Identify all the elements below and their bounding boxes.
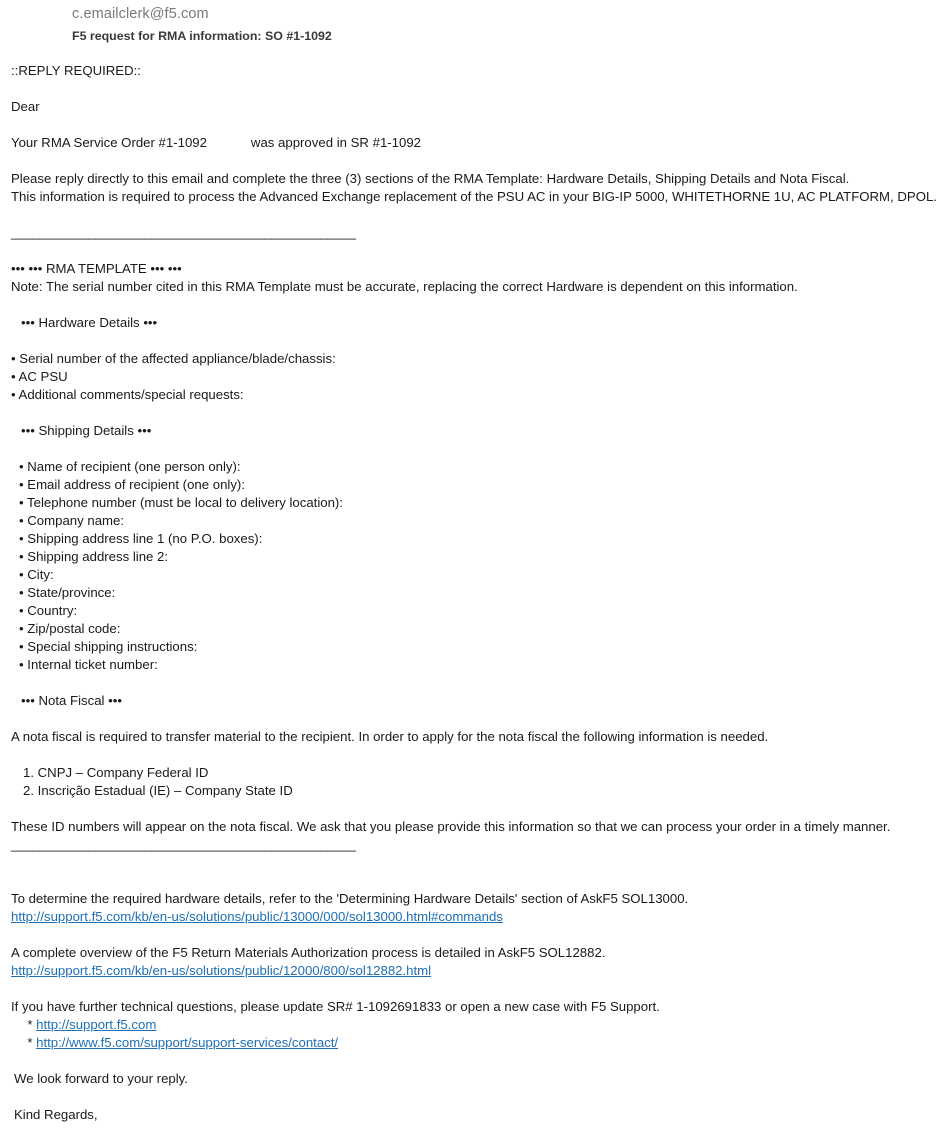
list-item: • Country: [19,603,78,618]
spacer [11,1052,940,1070]
spacer [11,332,940,350]
list-item: • State/province: [19,585,116,600]
support-contact-text: If you have further technical questions, please update SR# 1-1092691833 or open a new case with F5 Support. [11,999,660,1014]
sender-email-address: c.emailclerk@f5.com [72,6,209,22]
support-link1-row [11,1016,940,1034]
hardware-details-heading: ••• Hardware Details ••• [21,315,158,330]
sol13000-link-row [11,908,940,926]
closing-line: We look forward to your reply. [14,1071,188,1086]
sol13000-link[interactable]: http://support.f5.com/kb/en-us/solutions/public/13000/000/sol13000.html#commands [11,909,503,924]
list-item: • Name of recipient (one person only): [19,459,241,474]
spacer [11,674,940,692]
sol12882-description: A complete overview of the F5 Return Materials Authorization process is detailed in AskF5 SOL12882. [11,945,606,960]
salutation: Dear [11,99,40,114]
bullet-star: * [20,1017,37,1032]
list-item: • City: [19,567,54,582]
spacer [11,800,940,818]
support-f5-link[interactable]: http://support.f5.com [36,1017,157,1032]
list-item: • Zip/postal code: [19,621,121,636]
spacer [11,242,940,260]
rma-template-note: Note: The serial number cited in this RMA Template must be accurate, replacing the correct Hardware is dependent on this information. [11,279,798,294]
spacer [11,116,940,134]
list-item: 1. CNPJ – Company Federal ID [23,765,209,780]
email-content [0,45,940,1124]
list-item: 2. Inscrição Estadual (IE) – Company State ID [23,783,293,798]
spacer [11,872,940,890]
spacer [11,1088,940,1106]
spacer [11,746,940,764]
list-item: • Email address of recipient (one only): [19,477,245,492]
shipping-details-heading: ••• Shipping Details ••• [21,423,152,438]
list-item: • Special shipping instructions: [19,639,198,654]
spacer [11,980,940,998]
nota-fiscal-heading: ••• Nota Fiscal ••• [21,693,122,708]
email-subject: F5 request for RMA information: SO #1-1092 [72,29,332,43]
email-header [0,0,940,45]
list-item: • Internal ticket number: [19,657,158,672]
list-item: • Additional comments/special requests: [11,387,244,402]
sign-off: Kind Regards, [14,1107,98,1122]
list-item: • Telephone number (must be local to delivery location): [19,495,343,510]
reply-required-notice: ::REPLY REQUIRED:: [11,63,141,78]
sol13000-description: To determine the required hardware details, refer to the 'Determining Hardware Details' section of AskF5 SOL13000. [11,891,689,906]
spacer [11,854,940,872]
nota-fiscal-intro: A nota fiscal is required to transfer material to the recipient. In order to apply for the nota fiscal the following information is needed. [11,729,769,744]
nota-fiscal-outro: These ID numbers will appear on the nota fiscal. We ask that you please provide this information so that we can process your order in a timely manner. [11,819,891,834]
spacer [11,926,940,944]
list-item: • Shipping address line 2: [19,549,169,564]
list-item: • Serial number of the affected appliance/blade/chassis: [11,351,336,366]
spacer [11,152,940,170]
support-services-contact-link[interactable]: http://www.f5.com/support/support-services/contact/ [36,1035,339,1050]
instruction-line-2: This information is required to process the Advanced Exchange replacement of the PSU AC in your BIG-IP 5000, WHITETHORNE 1U, AC PLATFORM, DPOL. [11,189,937,204]
service-order-line: Your RMA Service Order #1-1092 was approved in SR #1-1092 [11,135,422,150]
spacer [11,404,940,422]
spacer [11,440,940,458]
spacer [11,206,940,224]
list-item: • Shipping address line 1 (no P.O. boxes): [19,531,263,546]
support-link2-row [11,1034,940,1052]
sol12882-link[interactable]: http://support.f5.com/kb/en-us/solutions/public/12000/800/sol12882.html [11,963,432,978]
sol12882-link-row [11,962,940,980]
list-item: • AC PSU [11,369,68,384]
rma-template-heading: ••• ••• RMA TEMPLATE ••• ••• [11,261,182,276]
spacer [11,80,940,98]
bullet-star: * [20,1035,37,1050]
instruction-line-1: Please reply directly to this email and complete the three (3) sections of the RMA Template: Hardware Details, Shipping Details and Nota Fiscal. [11,171,850,186]
spacer [11,710,940,728]
spacer [11,296,940,314]
separator-top: _________________________________________________ [11,225,356,240]
list-item: • Company name: [19,513,125,528]
separator-bottom: _________________________________________________ [11,837,356,852]
